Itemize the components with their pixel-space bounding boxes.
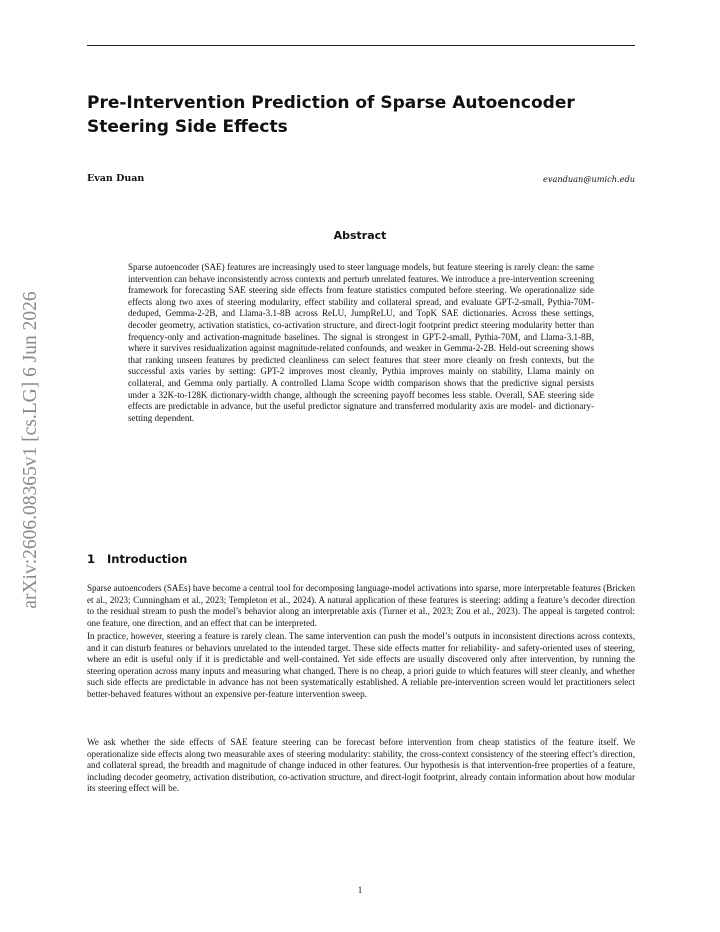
- top-rule: [87, 45, 635, 46]
- intro-paragraph-2: In practice, however, steering a feature is rarely clean. The same intervention can push the model’s outputs in inconsistent directions across contexts, and it can disturb features or behaviors unrelated to the intended target. These side effects matter for reliability- and safety-oriented uses of steering, where an edit is useful only if it is predictable and well-contained. Yet side effects are usually discovered only after intervention, by running the steering operation across many inputs and measuring what changed. There is no cheap, a priori guide to which features will steer cleanly, and whether such side effects are predictable in advance has not been systematically established. A reliable pre-intervention screen would let practitioners select better-behaved features without an expensive per-feature intervention sweep.: [87, 631, 635, 699]
- author-email: evanduan@umich.edu: [543, 174, 635, 184]
- abstract-text: Sparse autoencoder (SAE) features are increasingly used to steer language models, but feature steering is rarely clean: the same intervention can behave inconsistently across contexts and perturb unrelated features. We introduce a pre-intervention screening framework for forecasting SAE steering side effects from feature statistics computed before steering. We operationalize side effects along two axes of steering modularity, effect stability and collateral spread, and evaluate GPT-2-small, Pythia-70M-deduped, Gemma-2-2B, and Llama-3.1-8B across ReLU, JumpReLU, and TopK SAE dictionaries. Across these settings, decoder geometry, activation statistics, co-activation structure, and direct-logit footprint predict steering modularity better than frequency-only and activation-magnitude baselines. The signal is strongest in GPT-2-small, Pythia-70M, and Llama-3.1-8B, where it survives residualization against magnitude-related confounds, and weaker in Gemma-2-2B. Held-out screening shows that ranking unseen features by predicted cleanliness can select features that steer more cleanly on fresh contexts, but the successful axis varies by setting: GPT-2 improves most cleanly, Pythia improves mainly on stability, Llama mainly on collateral, and Gemma only partially. A controlled Llama Scope width comparison shows that the predictive signal persists under a 32K-to-128K dictionary-width change, although the screening payoff becomes less stable. Overall, SAE steering side effects are predictable in advance, but the useful predictor signature and transferred modularity axis are model- and dictionary-setting dependent.: [128, 262, 594, 423]
- author-name: Evan Duan: [87, 173, 145, 184]
- section-heading: [87, 552, 187, 566]
- section-number: 1: [87, 552, 96, 566]
- page-number: 1: [357, 885, 363, 895]
- abstract-heading: Abstract: [333, 229, 387, 242]
- arxiv-sidebar: [19, 265, 43, 635]
- intro-paragraph-3: We ask whether the side effects of SAE feature steering can be forecast before intervention from cheap statistics of the feature itself. We operationalize side effects along two measurable axes of steering modularity: stability, the cross-context consistency of the steering effect’s direction, and collateral spread, the breadth and magnitude of change induced in other features. Our hypothesis is that intervention-free properties of a feature, including decoder geometry, activation distribution, co-activation structure, and direct-logit footprint, already contain information about how modular its steering effect will be.: [87, 737, 635, 794]
- paper-title: Pre-Intervention Prediction of Sparse Autoencoder Steering Side Effects: [87, 93, 575, 137]
- section-title: Introduction: [107, 552, 188, 566]
- intro-paragraph-1: Sparse autoencoders (SAEs) have become a central tool for decomposing language-model activations into sparse, more interpretable features (Bricken et al., 2023; Cunningham et al., 2023; Templeton et al., 2024). A natural application of these features is steering: adding a feature’s decoder direction to the residual stream to push the model’s behavior along an interpretable axis (Turner et al., 2023; Zou et al., 2023). The appeal is targeted control: one feature, one direction, and an effect that can be interpreted.: [87, 583, 635, 628]
- arxiv-identifier: arXiv:2606.08365v1 [cs.LG] 6 Jun 2026: [20, 291, 41, 609]
